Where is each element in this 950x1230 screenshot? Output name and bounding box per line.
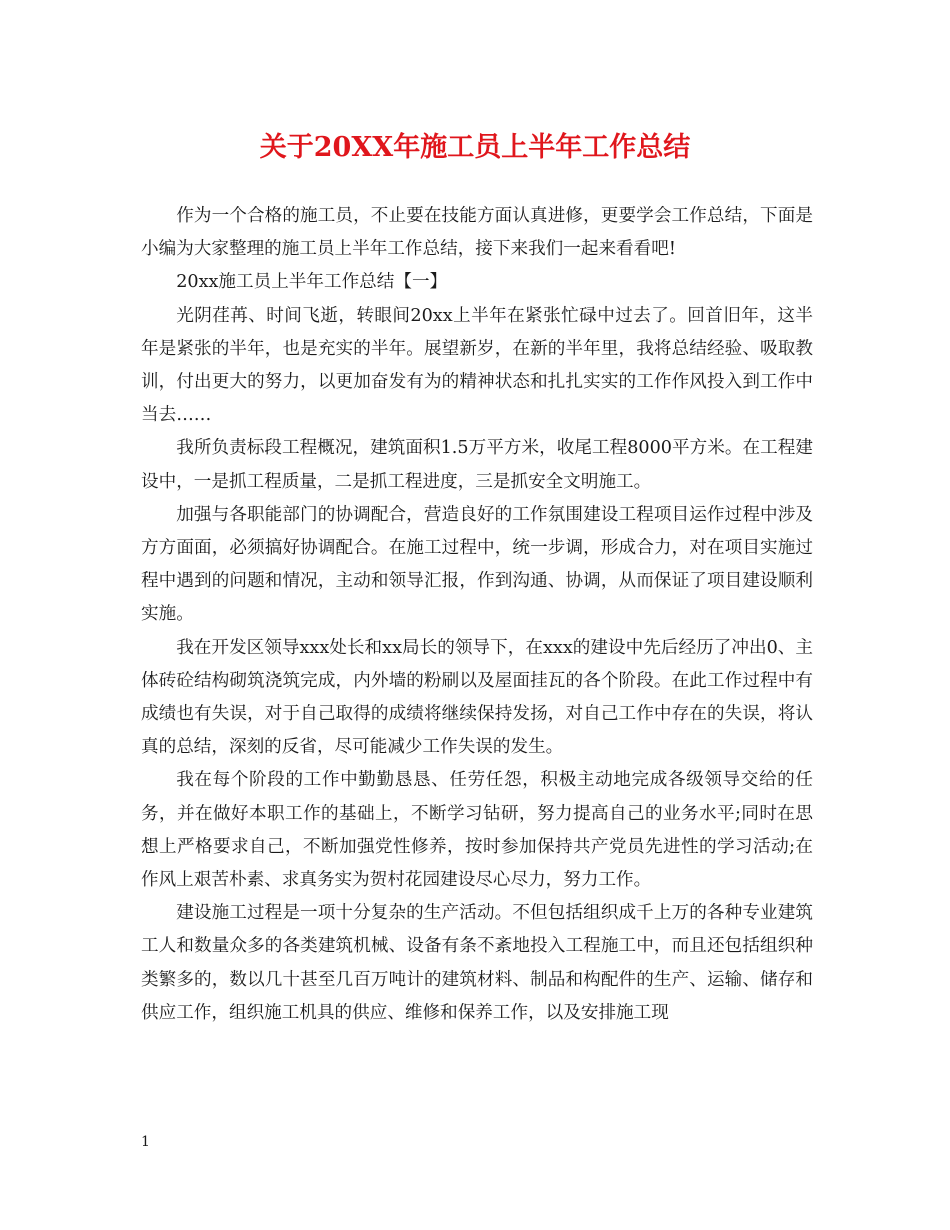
paragraph: 建设施工过程是一项十分复杂的生产活动。不但包括组织成千上万的各种专业建筑工人和数量众多的各类建筑机械、设备有条不紊地投入工程施工中，而且还包括组织种类繁多的，数以几十甚至几百万吨计的建筑材料、制品和构配件的生产、运输、储存和供应工作，组织施工机具的供应、维修和保养工作，以及安排施工现 — [141, 903, 813, 1023]
paragraph: 20xx施工员上半年工作总结【一】 — [176, 272, 448, 293]
paragraph: 作为一个合格的施工员，不止要在技能方面认真进修，更要学会工作总结，下面是小编为大家整理的施工员上半年工作总结，接下来我们一起来看看吧! — [141, 206, 813, 260]
paragraph: 我在每个阶段的工作中勤勤恳恳、任劳任怨，积极主动地完成各级领导交给的任务，并在做好本职工作的基础上，不断学习钻研，努力提高自己的业务水平;同时在思想上严格要求自己，不断加强党性修养，按时参加保持共产党员先进性的学习活动;在作风上艰苦朴素、求真务实为贺村花园建设尽心尽力，努力工作。 — [141, 770, 813, 891]
document-body — [141, 200, 813, 1030]
paragraph: 我所负责标段工程概况，建筑面积1.5万平方米，收尾工程8000平方米。在工程建设中，一是抓工程质量，二是抓工程进度，三是抓安全文明施工。 — [141, 438, 813, 492]
paragraph: 加强与各职能部门的协调配合，营造良好的工作氛围建设工程项目运作过程中涉及方方面面，必须搞好协调配合。在施工过程中，统一步调，形成合力，对在项目实施过程中遇到的问题和情况，主动和领导汇报，作到沟通、协调，从而保证了项目建设顺利实施。 — [141, 504, 813, 625]
document-title: 关于20XX年施工员上半年工作总结 — [259, 132, 691, 163]
paragraph: 我在开发区领导xxx处长和xx局长的领导下，在xxx的建设中先后经历了冲出0、主体砖砼结构砌筑浇筑完成，内外墙的粉刷以及屋面挂瓦的各个阶段。在此工作过程中有成绩也有失误，对于自己取得的成绩将继续保持发扬，对自己工作中存在的失误，将认真的总结，深刻的反省，尽可能减少工作失误的发生。 — [141, 637, 813, 758]
paragraph: 光阴荏苒、时间飞逝，转眼间20xx上半年在紧张忙碌中过去了。回首旧年，这半年是紧张的半年，也是充实的半年。展望新岁，在新的半年里，我将总结经验、吸取教训，付出更大的努力，以更加奋发有为的精神状态和扎扎实实的工作作风投入到工作中当去…… — [141, 305, 813, 426]
page-number: 1 — [141, 1134, 150, 1150]
